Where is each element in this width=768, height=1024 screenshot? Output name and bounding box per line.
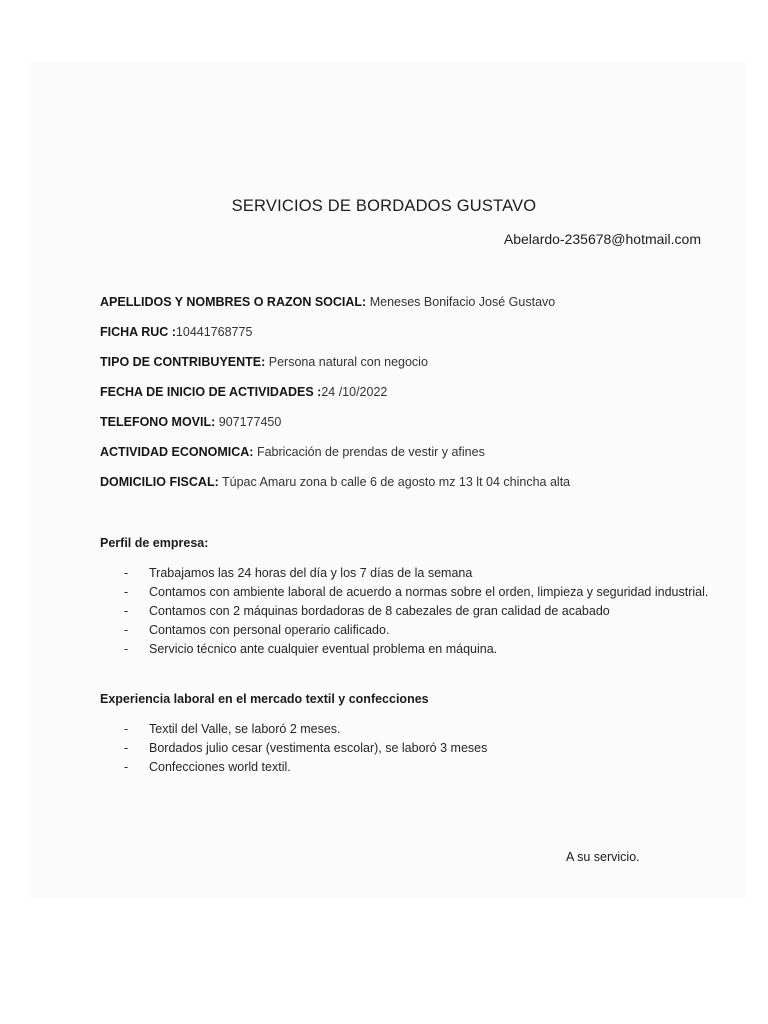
field-value: Persona natural con negocio	[265, 355, 428, 369]
field-razon-social	[100, 295, 555, 309]
field-tipo-contribuyente	[100, 355, 428, 369]
perfil-list	[100, 564, 710, 659]
field-value: Meneses Bonifacio José Gustavo	[366, 295, 556, 309]
field-label: TIPO DE CONTRIBUYENTE:	[100, 355, 266, 369]
field-label: APELLIDOS Y NOMBRES O RAZON SOCIAL:	[100, 295, 367, 309]
field-label: FECHA DE INICIO DE ACTIVIDADES :	[100, 385, 322, 399]
field-label: FICHA RUC :	[100, 325, 176, 339]
field-label: ACTIVIDAD ECONOMICA:	[100, 445, 254, 459]
closing-text: A su servicio.	[566, 850, 640, 864]
field-label: TELEFONO MOVIL:	[100, 415, 216, 429]
field-value: 907177450	[215, 415, 282, 429]
list-item: - Confecciones world textil.	[100, 758, 710, 777]
list-item: - Textil del Valle, se laboró 2 meses.	[100, 720, 710, 739]
list-item: - Trabajamos las 24 horas del día y los 7 días de la semana	[100, 564, 710, 583]
field-domicilio-fiscal	[100, 475, 570, 489]
field-actividad-economica	[100, 445, 485, 459]
list-item: - Contamos con ambiente laboral de acuerdo a normas sobre el orden, limpieza y seguridad industrial.	[100, 583, 710, 602]
experiencia-heading: Experiencia laboral en el mercado textil y confecciones	[100, 692, 429, 706]
list-item: - Contamos con 2 máquinas bordadoras de 8 cabezales de gran calidad de acabado	[100, 602, 710, 621]
perfil-heading: Perfil de empresa:	[100, 536, 209, 550]
field-value: 24 /10/2022	[321, 385, 388, 399]
field-telefono-movil	[100, 415, 281, 429]
document-title: SERVICIOS DE BORDADOS GUSTAVO	[231, 197, 537, 215]
email-address: Abelardo-235678@hotmail.com	[503, 231, 701, 247]
field-label: DOMICILIO FISCAL:	[100, 475, 219, 489]
field-ficha-ruc	[100, 325, 252, 339]
list-item: - Servicio técnico ante cualquier eventual problema en máquina.	[100, 640, 710, 659]
list-item: - Contamos con personal operario calificado.	[100, 621, 710, 640]
list-item: - Bordados julio cesar (vestimenta escolar), se laboró 3 meses	[100, 739, 710, 758]
field-value: 10441768775	[175, 325, 253, 339]
field-fecha-inicio	[100, 385, 387, 399]
experiencia-list	[100, 720, 710, 777]
field-value: Túpac Amaru zona b calle 6 de agosto mz 13 lt 04 chincha alta	[218, 475, 571, 489]
field-value: Fabricación de prendas de vestir y afines	[253, 445, 485, 459]
